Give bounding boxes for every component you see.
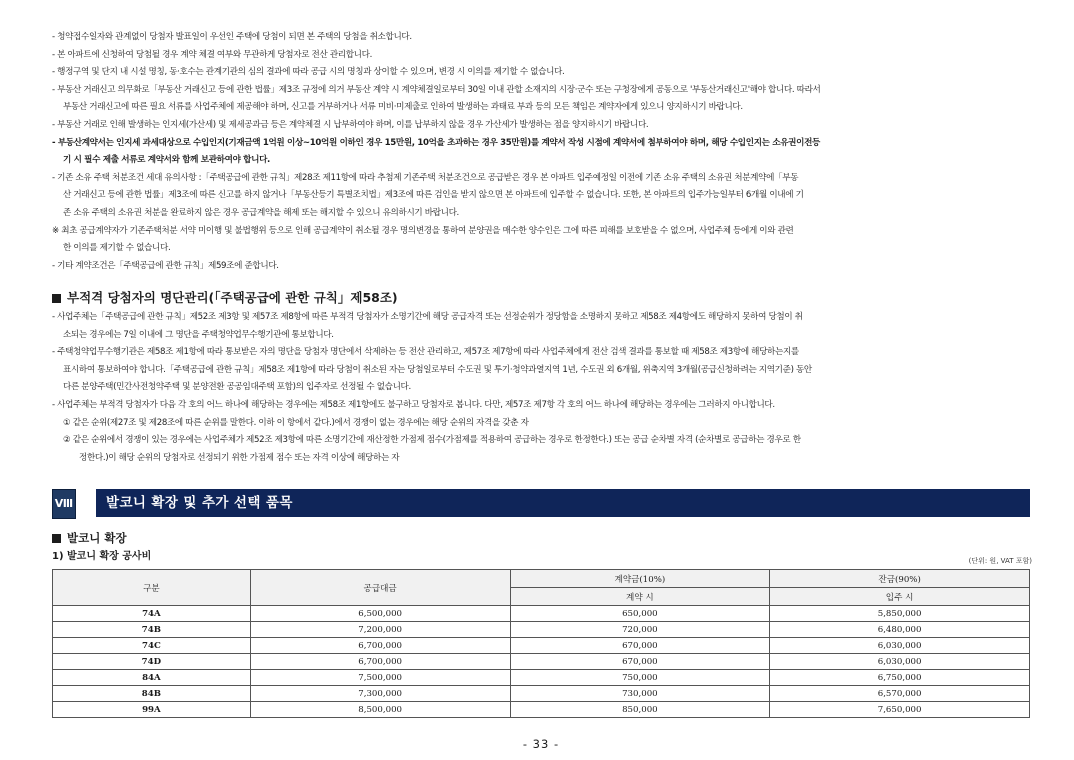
note-line-emphasis: 기 시 필수 제출 서류로 계약서와 함께 보관하여야 합니다. [63, 155, 270, 166]
note-line: - 부동산 거래신고 의무화로「부동산 거래신고 등에 관한 법률」제3조 규정에 의거 부동산 계약 시 계약체결일로부터 30일 이내 관할 소재지의 시장·군수 또는 구청장에게 공동으로 '부동산거래신고'해야 합니다. 따라서 [52, 84, 821, 95]
rule-line: 다른 분양주택(민간사전청약주택 및 분양전환 공공임대주택 포함)의 입주자로 선정될 수 없습니다. [63, 382, 411, 393]
cell-deposit: 670,000 [510, 638, 770, 654]
rule-line: ① 같은 순위(제27조 및 제28조에 따른 순위를 말한다. 이하 이 항에서 같다.)에서 경쟁이 없는 경우에는 해당 순위의 자격을 갖춘 자 [63, 417, 529, 428]
cell-price: 7,200,000 [250, 622, 510, 638]
cell-deposit: 650,000 [510, 606, 770, 622]
note-line: - 부동산 거래로 인해 발생하는 인지세(가산세) 및 제세공과금 등은 계약체결 시 납부하여야 하며, 이를 납부하지 않을 경우 가산세가 발생하는 점을 양지하시기 바랍니다. [52, 119, 649, 130]
notes-block [52, 29, 1042, 275]
balcony-subheading: 1) 발코니 확장 공사비 [52, 551, 152, 562]
cell-deposit: 720,000 [510, 622, 770, 638]
cell-balance: 6,030,000 [770, 654, 1030, 670]
cell-type: 74B [53, 622, 251, 638]
cell-deposit: 730,000 [510, 686, 770, 702]
cell-type: 99A [53, 702, 251, 718]
note-line: 산 거래신고 등에 관한 법률」제3조에 따른 신고를 하지 않거나「부동산등기 특별조치법」제3조에 따른 검인을 받지 않으면 본 아파트에 입주할 수 없습니다. 또한, 본 아파트의 입주가능일부터 6개월 이내에 기 [63, 190, 804, 201]
page-number: - 33 - [522, 737, 560, 751]
square-bullet-icon [52, 294, 61, 303]
note-line: - 기존 소유 주택 처분조건 세대 유의사항 :「주택공급에 관한 규칙」제28조 제11항에 따라 추첨제 기존주택 처분조건으로 공급받은 경우 본 아파트 입주예정일 이전에 기존 소유 주택의 소유권 처분계약에「부동 [52, 172, 799, 183]
rule-line: 표시하여 통보하여야 합니다.「주택공급에 관한 규칙」제58조 제1항에 따라 당첨이 취소된 자는 당첨일로부터 수도권 및 투기·청약과열지역 1년, 수도권 외 6개월, 위축지역 3개월(공급신청하려는 지역기준) 동안 [63, 364, 812, 375]
table-row [53, 622, 1030, 638]
balcony-heading-text: 발코니 확장 [67, 531, 127, 545]
cell-type: 84B [53, 686, 251, 702]
cell-balance: 6,570,000 [770, 686, 1030, 702]
cell-balance: 6,480,000 [770, 622, 1030, 638]
header-deposit: 계약금(10%) [510, 570, 770, 588]
header-type: 구분 [53, 570, 251, 606]
cell-balance: 6,030,000 [770, 638, 1030, 654]
note-line: ※ 최초 공급계약자가 기존주택처분 서약 미이행 및 불법행위 등으로 인해 공급계약이 취소될 경우 명의변경을 통하여 분양권을 매수한 양수인은 그에 따른 피해를 보호받을 수 없으며, 사업주체 등에게 이와 관련 [52, 225, 794, 236]
note-line: - 청약접수일자와 관계없이 당첨자 발표일이 우선인 주택에 당첨이 되면 본 주택의 당첨을 취소합니다. [52, 32, 412, 42]
improper-winner-heading-text: 부적격 당첨자의 명단관리(「주택공급에 관한 규칙」제58조) [67, 290, 398, 305]
cell-type: 84A [53, 670, 251, 686]
header-balance: 잔금(90%) [770, 570, 1030, 588]
note-line: - 행정구역 및 단지 내 시설 명칭, 동·호수는 관계기관의 심의 결과에 따라 공급 시의 명칭과 상이할 수 있으며, 변경 시 이의를 제기할 수 없습니다. [52, 67, 565, 78]
cell-type: 74C [53, 638, 251, 654]
section-title: 발코니 확장 및 추가 선택 품목 [96, 489, 1030, 517]
balcony-cost-table [52, 569, 1030, 718]
rule-line: - 주택청약업무수행기관은 제58조 제1항에 따라 통보받은 자의 명단을 당첨자 명단에서 삭제하는 등 전산 관리하고, 제57조 제7항에 따라 사업주체에게 전산 검색 결과를 통보할 때 제58조 제3항에 해당하는지를 [52, 347, 799, 358]
rule-line: - 사업주체는 부적격 당첨자가 다음 각 호의 어느 하나에 해당하는 경우에는 제58조 제1항에도 불구하고 당첨자로 봅니다. 다만, 제57조 제7항 각 호의 어느 하나에 해당하는 경우에는 그러하지 아니합니다. [52, 399, 775, 410]
cell-balance: 5,850,000 [770, 606, 1030, 622]
table-row [53, 606, 1030, 622]
section-header [52, 489, 1030, 517]
improper-winner-block [52, 309, 1042, 467]
cell-type: 74D [53, 654, 251, 670]
note-line-emphasis: - 부동산계약서는 인지세 과세대상으로 수입인지(기재금액 1억원 이상~10억원 이하인 경우 15만원, 10억을 초과하는 경우 35만원)를 계약서 작성 시점에 계약서에 첨부하여야 하며, 해당 수입인지는 소유권이전등 [52, 137, 820, 148]
unit-note: (단위: 원, VAT 포함) [968, 557, 1032, 565]
cell-balance: 6,750,000 [770, 670, 1030, 686]
rule-line: 소되는 경우에는 7일 이내에 그 명단을 주택청약업무수행기관에 통보합니다. [63, 329, 334, 340]
cell-type: 74A [53, 606, 251, 622]
note-line: 한 이의를 제기할 수 없습니다. [63, 243, 171, 254]
note-line: 부동산 거래신고에 따른 필요 서류를 사업주체에 제공해야 하며, 신고를 거부하거나 서류 미비·미제출로 인하여 발생하는 과태료 부과 등의 모든 책임은 계약자에게 있으니 양지하시기 바랍니다. [63, 102, 743, 113]
balcony-heading [52, 529, 1042, 547]
rule-line: ② 같은 순위에서 경쟁이 있는 경우에는 사업주체가 제52조 제3항에 따른 소명기간에 재산정한 가점제 점수(가점제를 적용하여 공급하는 경우로 한정한다.) 또는 공급 순차별 자격 (순차별로 공급하는 경우로 한 [63, 435, 801, 446]
table-row [53, 686, 1030, 702]
table-row [53, 670, 1030, 686]
header-price: 공급대금 [250, 570, 510, 606]
table-row [53, 654, 1030, 670]
table-row [53, 702, 1030, 718]
table-row [53, 638, 1030, 654]
section-number: Ⅷ [52, 489, 76, 519]
header-deposit-timing: 계약 시 [510, 588, 770, 606]
cell-balance: 7,650,000 [770, 702, 1030, 718]
note-line: 존 소유 주택의 소유권 처분을 완료하지 않은 경우 공급계약을 해제 또는 해지할 수 있으니 유의하시기 바랍니다. [63, 207, 459, 218]
cell-price: 7,300,000 [250, 686, 510, 702]
cell-price: 6,700,000 [250, 638, 510, 654]
note-line: - 기타 계약조건은「주택공급에 관한 규칙」제59조에 준합니다. [52, 260, 279, 271]
improper-winner-heading [52, 289, 1042, 307]
cell-deposit: 750,000 [510, 670, 770, 686]
cell-price: 8,500,000 [250, 702, 510, 718]
cell-deposit: 850,000 [510, 702, 770, 718]
cell-price: 6,700,000 [250, 654, 510, 670]
rule-line: - 사업주체는「주택공급에 관한 규칙」제52조 제3항 및 제57조 제8항에 따른 부적격 당첨자가 소명기간에 해당 공급자격 또는 선정순위가 정당함을 소명하지 못하고 제58조 제4항에도 해당하지 못하여 당첨이 취 [52, 312, 803, 322]
cell-deposit: 670,000 [510, 654, 770, 670]
header-balance-timing: 입주 시 [770, 588, 1030, 606]
rule-line: 정한다.)이 해당 순위의 당첨자로 선정되기 위한 가점제 점수 또는 자격 이상에 해당하는 자 [79, 452, 400, 463]
note-line: - 본 아파트에 신청하여 당첨될 경우 계약 체결 여부와 무관하게 당첨자로 전산 관리합니다. [52, 49, 372, 60]
cell-price: 7,500,000 [250, 670, 510, 686]
cell-price: 6,500,000 [250, 606, 510, 622]
square-bullet-icon [52, 534, 61, 543]
